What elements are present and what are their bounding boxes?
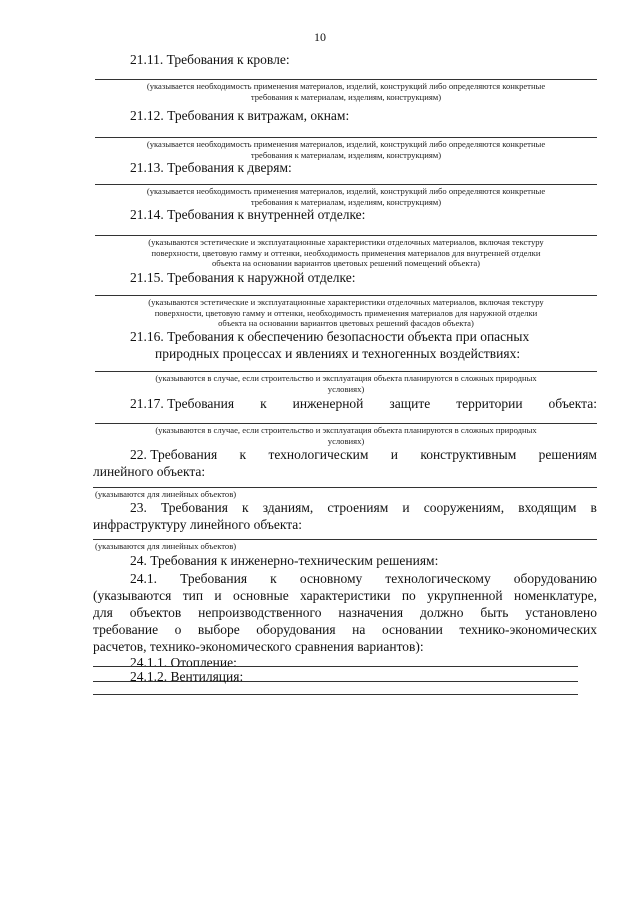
note-21-15 bbox=[95, 297, 597, 329]
word: инженерной bbox=[292, 396, 364, 411]
fill-line bbox=[95, 423, 597, 424]
note-23: (указываются для линейных объектов) bbox=[95, 541, 237, 551]
word: защите bbox=[389, 396, 431, 411]
fill-line bbox=[93, 694, 578, 695]
fill-line bbox=[95, 295, 597, 296]
heading-22 bbox=[130, 447, 597, 463]
heading-21-16-cont: природных процессах и явлениях и техногенных воздействиях: bbox=[155, 346, 521, 361]
word: зданиям, bbox=[262, 500, 314, 515]
word: к bbox=[260, 396, 267, 411]
note-line: (указываются в случае, если строительство и эксплуатация объекта планируются в сложных природных bbox=[155, 425, 537, 435]
note-21-11 bbox=[95, 81, 597, 102]
note-line: требования к материалам, изделиям, конструкциям) bbox=[250, 91, 442, 102]
note-22: (указываются для линейных объектов) bbox=[95, 489, 237, 499]
word: строениям bbox=[327, 500, 389, 515]
note-21-12 bbox=[95, 139, 597, 160]
note-line: (указываются в случае, если строительство и эксплуатация объекта планируются в сложных природных bbox=[155, 373, 537, 383]
fill-line bbox=[95, 235, 597, 236]
word: 23. bbox=[130, 500, 147, 515]
word: объекта: bbox=[548, 396, 597, 411]
note-21-16 bbox=[95, 373, 597, 394]
word: и bbox=[402, 500, 410, 515]
heading-21-17 bbox=[130, 396, 597, 412]
fill-line bbox=[95, 371, 597, 372]
heading-23 bbox=[130, 500, 597, 516]
heading-21-13: 21.13. Требования к дверям: bbox=[130, 160, 292, 175]
note-line: (указывается необходимость применения материалов, изделий, конструкций либо определяются конкретные bbox=[146, 186, 546, 196]
word: в bbox=[590, 500, 597, 515]
heading-21-16: 21.16. Требования к обеспечению безопасности объекта при опасных bbox=[130, 329, 530, 344]
word: 21.17. Требования bbox=[130, 396, 235, 411]
note-line: требования к материалам, изделиям, конструкциям) bbox=[250, 149, 442, 160]
heading-21-14: 21.14. Требования к внутренней отделке: bbox=[130, 207, 366, 222]
fill-line bbox=[93, 487, 597, 488]
note-line: поверхности, цветовую гамму и оттенки, необходимость применения материалов для наружной отделки bbox=[154, 307, 538, 318]
fill-line bbox=[93, 666, 578, 667]
note-line: (указывается необходимость применения материалов, изделий, конструкций либо определяются конкретные bbox=[146, 139, 546, 149]
fill-line bbox=[93, 539, 597, 540]
note-21-14 bbox=[95, 237, 597, 269]
word: 22. Требования bbox=[130, 447, 218, 462]
heading-21-12: 21.12. Требования к витражам, окнам: bbox=[130, 108, 350, 123]
text-line: 24.1. Требования к основному технологическому оборудованию bbox=[130, 571, 597, 586]
text-line: для объектов непроизводственного назначения должно быть установлено bbox=[93, 605, 597, 620]
word: технологическим bbox=[268, 447, 369, 462]
word: входящим bbox=[518, 500, 577, 515]
note-line: поверхности, цветовую гамму и оттенки, необходимость применения материалов для внутренней отделки bbox=[151, 247, 541, 258]
word: конструктивным bbox=[420, 447, 517, 462]
word: и bbox=[390, 447, 398, 462]
word: территории bbox=[456, 396, 523, 411]
note-line: (указывается необходимость применения материалов, изделий, конструкций либо определяются конкретные bbox=[146, 81, 546, 91]
heading-24: 24. Требования к инженерно-техническим решениям: bbox=[130, 553, 439, 568]
heading-21-11: 21.11. Требования к кровле: bbox=[130, 52, 290, 67]
note-line: условиях) bbox=[327, 435, 365, 446]
fill-line bbox=[95, 137, 597, 138]
heading-21-15: 21.15. Требования к наружной отделке: bbox=[130, 270, 356, 285]
word: к bbox=[239, 447, 247, 462]
heading-22-cont: линейного объекта: bbox=[93, 464, 206, 479]
note-line: объекта на основании вариантов цветовых решений помещений объекта) bbox=[211, 258, 481, 268]
word: сооружениям, bbox=[423, 500, 505, 515]
page-number: 10 bbox=[314, 30, 326, 44]
note-21-13 bbox=[95, 186, 597, 207]
note-line: объекта на основании вариантов цветовых решений фасадов объекта) bbox=[218, 318, 474, 328]
word: Требования bbox=[160, 500, 228, 515]
fill-line bbox=[95, 79, 597, 80]
note-line: требования к материалам, изделиям, конструкциям) bbox=[250, 196, 442, 207]
word: решениям bbox=[538, 447, 597, 462]
heading-24-1-1: 24.1.1. Отопление: bbox=[130, 655, 237, 670]
note-line: (указываются эстетические и эксплуатационные характеристики отделочных материалов, включая текстуру bbox=[148, 297, 544, 307]
text-line: (указываются тип и основные характеристики по укрупненной номенклатуре, bbox=[93, 588, 597, 603]
word: к bbox=[242, 500, 249, 515]
text-line: требование о выборе оборудования на основании технико-экономических bbox=[93, 622, 597, 637]
heading-24-1-2: 24.1.2. Вентиляция: bbox=[130, 669, 244, 684]
note-21-17 bbox=[95, 425, 597, 446]
note-line: (указываются эстетические и эксплуатационные характеристики отделочных материалов, включая текстуру bbox=[148, 237, 544, 247]
text-line: расчетов, технико-экономического сравнения вариантов): bbox=[93, 639, 424, 654]
fill-line bbox=[95, 184, 597, 185]
heading-23-cont: инфраструктуру линейного объекта: bbox=[93, 517, 303, 532]
note-line: условиях) bbox=[327, 383, 365, 394]
paragraph-24-1 bbox=[93, 570, 597, 655]
